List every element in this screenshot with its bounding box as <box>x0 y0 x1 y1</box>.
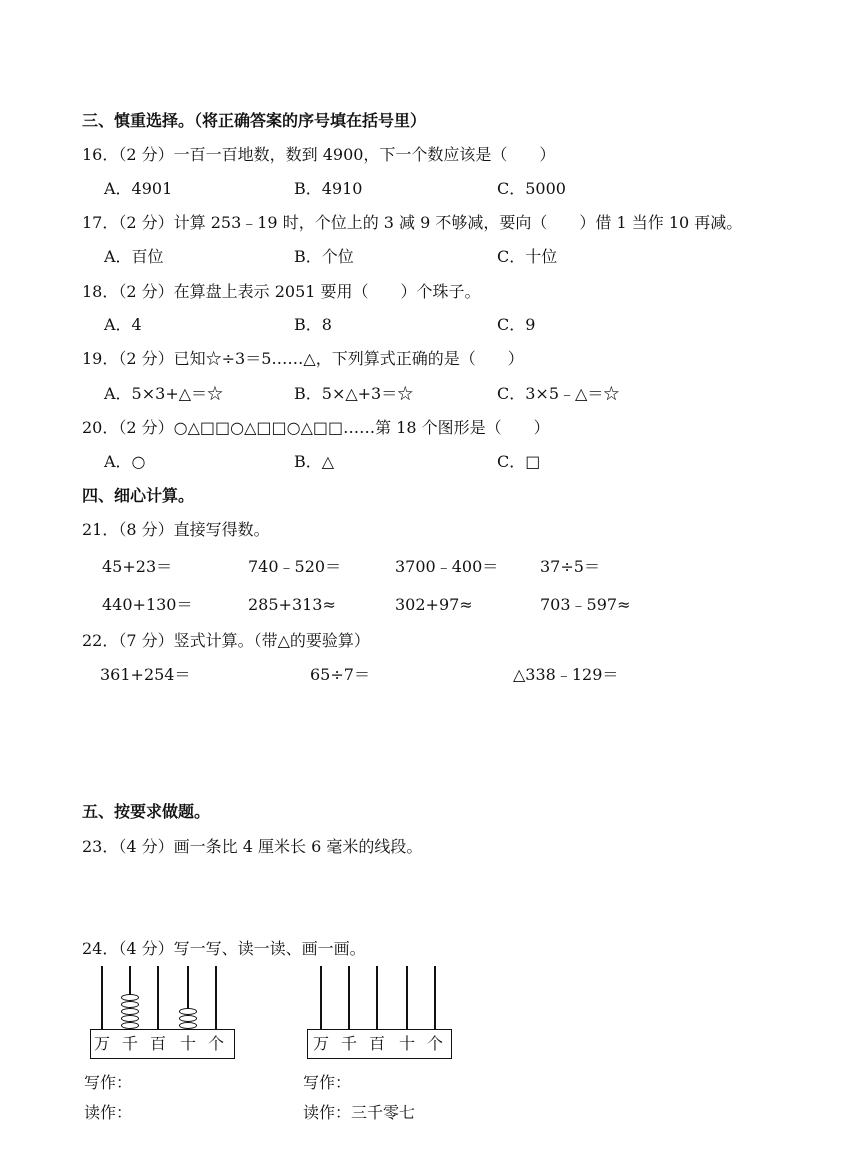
abacus-rod <box>376 966 378 1030</box>
abacus-left <box>90 966 235 1061</box>
q18-stem: 18．（2 分）在算盘上表示 2051 要用（ ）个珠子。 <box>82 282 481 301</box>
abacus-rod <box>348 966 350 1030</box>
q22-stem: 22．（7 分）竖式计算。（带△的要验算） <box>82 631 370 650</box>
left-write-label: 写作： <box>84 1073 133 1092</box>
abacus-bead <box>121 1001 139 1008</box>
q19-option-a[interactable]: A．5×3+△＝☆ <box>104 384 224 403</box>
sec5-title: 五、按要求做题。 <box>82 802 211 821</box>
abacus-rod <box>157 966 159 1030</box>
q16-option-a[interactable]: A．4901 <box>104 179 173 198</box>
q21-item: 285+313≈ <box>248 595 336 614</box>
q16-option-c[interactable]: C．5000 <box>497 179 566 198</box>
abacus-bead <box>121 994 139 1001</box>
q17-stem: 17．（2 分）计算 253﹣19 时，个位上的 3 减 9 不够减，要向（ ）借 1 当作 10 再减。 <box>82 213 743 232</box>
q20-option-a[interactable]: A．○ <box>104 452 146 471</box>
q22-item: 361+254＝ <box>100 665 191 684</box>
q20-option-c[interactable]: C．□ <box>497 452 541 471</box>
abacus-rod <box>320 966 322 1030</box>
q21-item: 302+97≈ <box>395 595 473 614</box>
sec3-title: 三、慎重选择。（将正确答案的序号填在括号里） <box>82 111 427 130</box>
abacus-right <box>307 966 452 1061</box>
q21-stem: 21．（8 分）直接写得数。 <box>82 520 270 539</box>
q18-option-b[interactable]: B．8 <box>294 315 332 334</box>
q19-stem: 19．（2 分）已知☆÷3＝5……△，下列算式正确的是（ ） <box>82 349 524 368</box>
q20-stem: 20．（2 分）○△□□○△□□○△□□……第 18 个图形是（ ） <box>82 418 550 437</box>
abacus-bead <box>179 1022 197 1029</box>
right-read-label: 读作：三千零七 <box>303 1103 416 1122</box>
q16-stem: 16．（2 分）一百一百地数，数到 4900，下一个数应该是（ ） <box>82 145 556 164</box>
abacus-bead <box>121 1022 139 1029</box>
q19-option-c[interactable]: C．3×5﹣△＝☆ <box>497 384 620 403</box>
place-label: 十 <box>398 1034 415 1053</box>
place-label: 千 <box>121 1034 138 1053</box>
place-label: 个 <box>207 1034 224 1053</box>
place-label: 千 <box>340 1034 357 1053</box>
place-label: 百 <box>149 1034 166 1053</box>
left-read-label: 读作： <box>84 1103 133 1122</box>
right-write-label: 写作： <box>303 1073 352 1092</box>
q19-option-b[interactable]: B．5×△+3＝☆ <box>294 384 414 403</box>
place-label: 个 <box>426 1034 443 1053</box>
q21-item: 45+23＝ <box>102 557 173 576</box>
place-label: 十 <box>179 1034 196 1053</box>
q18-option-c[interactable]: C．9 <box>497 315 536 334</box>
q17-option-a[interactable]: A．百位 <box>104 247 164 266</box>
q22-item: △338﹣129＝ <box>513 665 619 684</box>
abacus-bead <box>121 1008 139 1015</box>
q23-stem: 23．（4 分）画一条比 4 厘米长 6 毫米的线段。 <box>82 837 423 856</box>
q24-stem: 24．（4 分）写一写、读一读、画一画。 <box>82 939 366 958</box>
q21-item: 37÷5＝ <box>540 557 600 576</box>
abacus-rod <box>434 966 436 1030</box>
q21-item: 740﹣520＝ <box>248 557 342 576</box>
q17-option-c[interactable]: C．十位 <box>497 247 558 266</box>
sec4-title: 四、细心计算。 <box>82 486 195 505</box>
abacus-rod <box>215 966 217 1030</box>
place-label: 万 <box>312 1034 329 1053</box>
abacus-rod <box>406 966 408 1030</box>
place-label: 万 <box>93 1034 110 1053</box>
q16-option-b[interactable]: B．4910 <box>294 179 363 198</box>
abacus-bead <box>121 1015 139 1022</box>
q20-option-b[interactable]: B．△ <box>294 452 335 471</box>
q17-option-b[interactable]: B．个位 <box>294 247 354 266</box>
abacus-bead <box>179 1008 197 1015</box>
abacus-rod <box>101 966 103 1030</box>
q21-item: 440+130＝ <box>102 595 193 614</box>
q22-item: 65÷7＝ <box>310 665 370 684</box>
place-label: 百 <box>368 1034 385 1053</box>
abacus-bead <box>179 1015 197 1022</box>
q18-option-a[interactable]: A．4 <box>104 315 142 334</box>
q21-item: 3700﹣400＝ <box>395 557 499 576</box>
q21-item: 703﹣597≈ <box>540 595 631 614</box>
